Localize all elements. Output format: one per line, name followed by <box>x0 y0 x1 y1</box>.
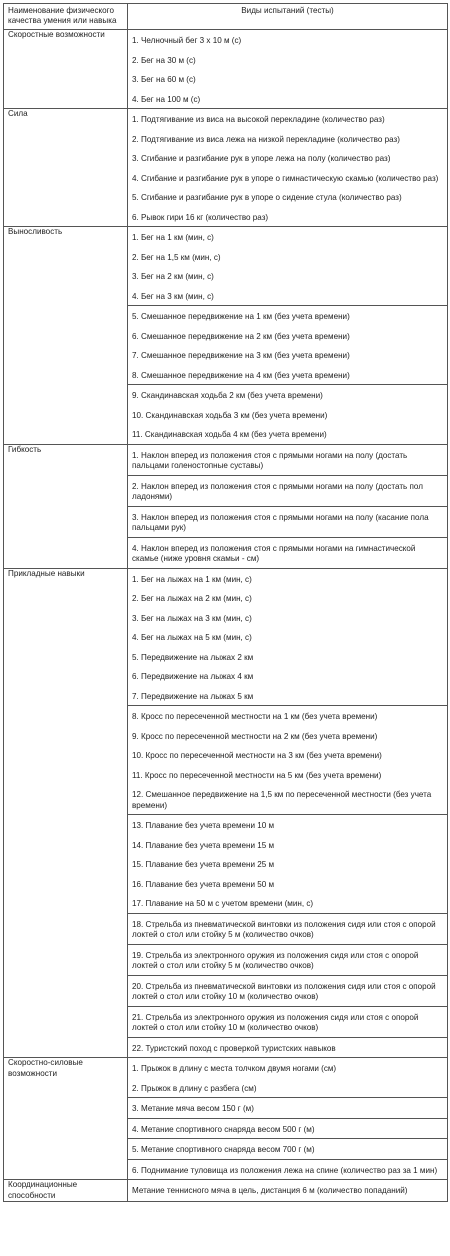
table-row <box>4 568 448 706</box>
category-cell: Скоростные возможности <box>4 30 128 109</box>
test-item: 15. Плавание без учета времени 25 м <box>132 860 275 869</box>
test-item: 9. Кросс по пересеченной местности на 2 км (без учета времени) <box>132 731 378 741</box>
table-row <box>4 227 448 306</box>
test-item: 2. Наклон вперед из положения стоя с прямыми ногами на полу (достать пол ладонями) <box>132 481 423 501</box>
test-item: 7. Смешанное передвижение на 3 км (без учета времени) <box>132 351 350 360</box>
tests-cell <box>128 537 448 568</box>
category-cell: Координационные способности <box>4 1180 128 1202</box>
test-item: 1. Прыжок в длину с места толчком двумя ногами (см) <box>132 1064 337 1073</box>
test-item: 17. Плавание на 50 м с учетом времени (мин, с) <box>132 899 314 908</box>
test-item: 3. Сгибание и разгибание рук в упоре лежа на полу (количество раз) <box>132 154 391 163</box>
test-item: 3. Бег на лыжах на 3 км (мин, с) <box>132 613 252 623</box>
test-item: 9. Скандинавская ходьба 2 км (без учета времени) <box>132 391 323 400</box>
test-item: 11. Скандинавская ходьба 4 км (без учета времени) <box>132 430 327 439</box>
tests-cell <box>128 475 448 506</box>
test-item: 3. Бег на 60 м (с) <box>132 75 196 84</box>
test-item: 4. Бег на 3 км (мин, с) <box>132 291 214 301</box>
tests-cell <box>128 1037 448 1058</box>
test-item: 11. Кросс по пересеченной местности на 5 км (без учета времени) <box>132 770 382 780</box>
tests-cell <box>128 227 448 306</box>
tests-cell <box>128 1180 448 1202</box>
test-item: 1. Бег на лыжах на 1 км (мин, с) <box>132 574 252 584</box>
tests-cell <box>128 1058 448 1098</box>
category-cell: Скоростно-силовые возможности <box>4 1058 128 1180</box>
test-item: 8. Смешанное передвижение на 4 км (без учета времени) <box>132 370 350 380</box>
test-item: 2. Бег на лыжах на 2 км (мин, с) <box>132 594 252 603</box>
test-item: Метание теннисного мяча в цель, дистанция 6 м (количество попаданий) <box>132 1186 408 1195</box>
header-tests: Виды испытаний (тесты) <box>128 4 448 30</box>
test-item: 3. Наклон вперед из положения стоя с прямыми ногами на полу (касание пола пальцами рук) <box>132 512 429 532</box>
test-item: 4. Бег на лыжах на 5 км (мин, с) <box>132 633 252 642</box>
test-item: 2. Бег на 30 м (с) <box>132 55 196 65</box>
table-row <box>4 444 448 475</box>
test-item: 13. Плавание без учета времени 10 м <box>132 821 275 830</box>
category-cell: Выносливость <box>4 227 128 445</box>
test-item: 22. Туристский поход с проверкой туристских навыков <box>132 1043 336 1053</box>
tests-cell <box>128 109 448 227</box>
tests-cell <box>128 1139 448 1160</box>
test-item: 5. Передвижение на лыжах 2 км <box>132 652 254 662</box>
test-item: 1. Наклон вперед из положения стоя с прямыми ногами на полу (достать пальцами голеностопные суставы) <box>132 450 408 470</box>
tests-cell <box>128 568 448 706</box>
tests-cell <box>128 913 448 944</box>
test-item: 14. Плавание без учета времени 15 м <box>132 840 275 850</box>
tests-cell <box>128 1098 448 1119</box>
test-item: 2. Бег на 1,5 км (мин, с) <box>132 252 221 262</box>
test-item: 4. Наклон вперед из положения стоя с прямыми ногами на гимнастической скамье (ниже уровня скамьи - см) <box>132 543 416 563</box>
test-item: 8. Кросс по пересеченной местности на 1 км (без учета времени) <box>132 712 378 721</box>
table-row <box>4 109 448 227</box>
test-item: 21. Стрельба из электронного оружия из положения сидя или стоя с опорой локтей о стол или стойку 10 м (количество очков) <box>132 1012 419 1032</box>
test-item: 3. Метание мяча весом 150 г (м) <box>132 1104 254 1113</box>
test-item: 5. Метание спортивного снаряда весом 700 г (м) <box>132 1145 315 1154</box>
category-cell: Гибкость <box>4 444 128 568</box>
test-item: 2. Прыжок в длину с разбега (см) <box>132 1083 257 1093</box>
table-row <box>4 1180 448 1202</box>
tests-cell <box>128 306 448 385</box>
tests-cell <box>128 444 448 475</box>
test-item: 2. Подтягивание из виса лежа на низкой перекладине (количество раз) <box>132 134 400 144</box>
tests-cell <box>128 975 448 1006</box>
test-item: 7. Передвижение на лыжах 5 км <box>132 691 254 701</box>
test-item: 4. Бег на 100 м (с) <box>132 94 201 104</box>
test-item: 12. Смешанное передвижение на 1,5 км по пересеченной местности (без учета времени) <box>132 790 432 810</box>
tests-cell <box>128 944 448 975</box>
category-cell: Сила <box>4 109 128 227</box>
table-row <box>4 30 448 109</box>
header-row <box>4 4 448 30</box>
table-row <box>4 1058 448 1098</box>
test-item: 6. Передвижение на лыжах 4 км <box>132 672 254 681</box>
category-cell: Прикладные навыки <box>4 568 128 1058</box>
tests-cell <box>128 1118 448 1139</box>
test-item: 6. Рывок гири 16 кг (количество раз) <box>132 212 269 222</box>
test-item: 19. Стрельба из электронного оружия из положения сидя или стоя с опорой локтей о стол или стойку 5 м (количество очков) <box>132 950 419 970</box>
tests-cell <box>128 506 448 537</box>
test-item: 4. Метание спортивного снаряда весом 500 г (м) <box>132 1124 315 1134</box>
test-item: 3. Бег на 2 км (мин, с) <box>132 272 214 281</box>
tests-cell <box>128 30 448 109</box>
tests-cell <box>128 1006 448 1037</box>
tests-cell <box>128 706 448 815</box>
test-item: 1. Бег на 1 км (мин, с) <box>132 233 214 242</box>
test-item: 6. Смешанное передвижение на 2 км (без учета времени) <box>132 331 350 341</box>
test-item: 1. Челночный бег 3 х 10 м (с) <box>132 36 242 45</box>
test-item: 5. Сгибание и разгибание рук в упоре о сидение стула (количество раз) <box>132 193 402 202</box>
test-item: 16. Плавание без учета времени 50 м <box>132 879 275 889</box>
test-item: 6. Поднимание туловища из положения лежа на спине (количество раз за 1 мин) <box>132 1165 438 1175</box>
tests-cell <box>128 815 448 914</box>
tests-cell <box>128 385 448 445</box>
test-item: 10. Кросс по пересеченной местности на 3 км (без учета времени) <box>132 751 382 760</box>
test-item: 5. Смешанное передвижение на 1 км (без учета времени) <box>132 312 350 321</box>
test-item: 4. Сгибание и разгибание рук в упоре о гимнастическую скамью (количество раз) <box>132 173 439 183</box>
tests-table <box>3 3 448 1202</box>
test-item: 20. Стрельба из пневматической винтовки из положения сидя или стоя с опорой локтей о стол или стойку 10 м (количество очков) <box>132 981 436 1001</box>
test-item: 10. Скандинавская ходьба 3 км (без учета времени) <box>132 410 328 420</box>
tests-cell <box>128 1159 448 1180</box>
test-item: 18. Стрельба из пневматической винтовки из положения сидя или стоя с опорой локтей о стол или стойку 5 м (количество очков) <box>132 919 436 939</box>
test-item: 1. Подтягивание из виса на высокой перекладине (количество раз) <box>132 115 385 124</box>
header-quality: Наименование физического качества умения или навыка <box>4 4 128 30</box>
